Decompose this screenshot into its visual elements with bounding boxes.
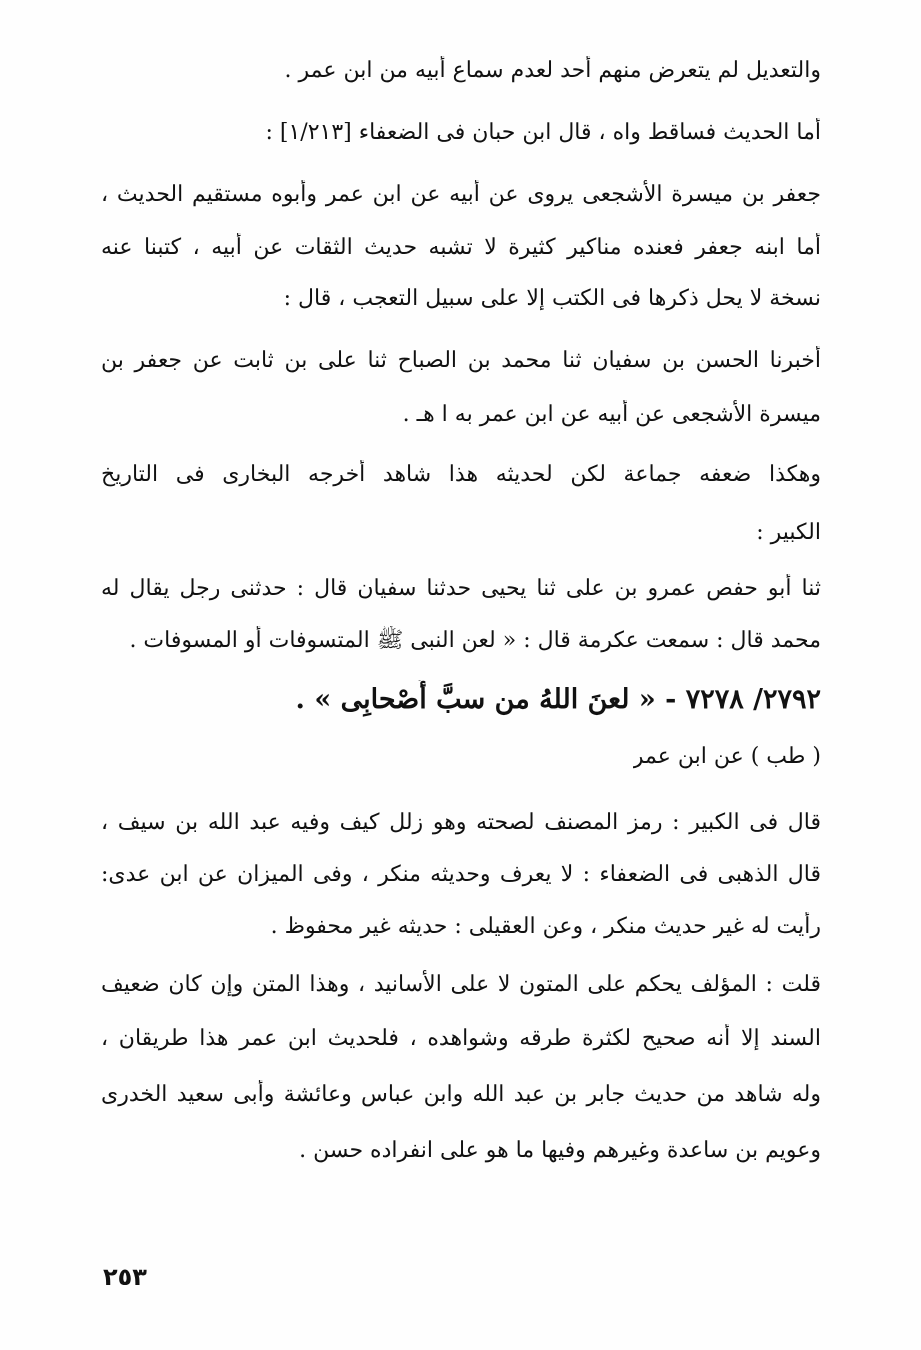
text-line-3: جعفر بن ميسرة الأشجعى يروى عن أبيه عن ابن عمر وأبوه مستقيم الحديث ، <box>101 182 821 207</box>
text-line-14: رأيت له غير حديث منكر ، وعن العقيلى : حديثه غير محفوظ . <box>270 914 821 939</box>
text-line-7: ميسرة الأشجعى عن أبيه عن ابن عمر به ا هـ . <box>402 402 821 427</box>
text-line-4: أما ابنه جعفر فعنده مناكير كثيرة لا تشبه حديث الثقات عن أبيه ، كتبنا عنه <box>101 235 821 260</box>
source-line: ( طب ) عن ابن عمر <box>632 744 821 769</box>
text-line-5: نسخة لا يحل ذكرها فى الكتب إلا على سبيل التعجب ، قال : <box>283 286 821 311</box>
text-line-13: قال الذهبى فى الضعفاء : لا يعرف وحديثه منكر ، وفى الميزان عن ابن عدى: <box>101 862 821 887</box>
page-number: ٢٥٣ <box>103 1263 147 1291</box>
text-line-10: ثنا أبو حفص عمرو بن على ثنا يحيى حدثنا سفيان قال : حدثنى رجل يقال له <box>101 576 821 601</box>
text-line-2: أما الحديث فساقط واه ، قال ابن حبان فى الضعفاء [١/٢١٣] : <box>265 120 821 145</box>
text-line-15: قلت : المؤلف يحكم على المتون لا على الأسانيد ، وهذا المتن وإن كان ضعيف <box>101 972 821 997</box>
text-line-6: أخبرنا الحسن بن سفيان ثنا محمد بن الصباح ثنا على بن ثابت عن جعفر بن <box>101 348 821 373</box>
text-line-12: قال فى الكبير : رمز المصنف لصحته وهو زلل كيف وفيه عبد الله بن سيف ، <box>101 810 821 835</box>
text-line-16: السند إلا أنه صحيح لكثرة طرقه وشواهده ، فلحديث ابن عمر هذا طريقان ، <box>101 1026 821 1051</box>
hadith-heading: ٢٧٩٢/ ٧٢٧٨ - « لعنَ اللهُ من سبَّ أَصْحابِى » . <box>295 684 821 715</box>
text-line-11: محمد قال : سمعت عكرمة قال : « لعن النبى ﷺ المتسوفات أو المسوفات . <box>129 628 821 653</box>
text-line-8: وهكذا ضعفه جماعة لكن لحديثه هذا شاهد أخرجه البخارى فى التاريخ <box>101 462 821 487</box>
text-line-9: الكبير : <box>756 520 821 545</box>
text-line-17: وله شاهد من حديث جابر بن عبد الله وابن عباس وعائشة وأبى سعيد الخدرى <box>101 1082 821 1107</box>
text-line-1: والتعديل لم يتعرض منهم أحد لعدم سماع أبيه من ابن عمر . <box>284 58 821 83</box>
text-line-18: وعويم بن ساعدة وغيرهم وفيها ما هو على انفراده حسن . <box>299 1138 821 1163</box>
